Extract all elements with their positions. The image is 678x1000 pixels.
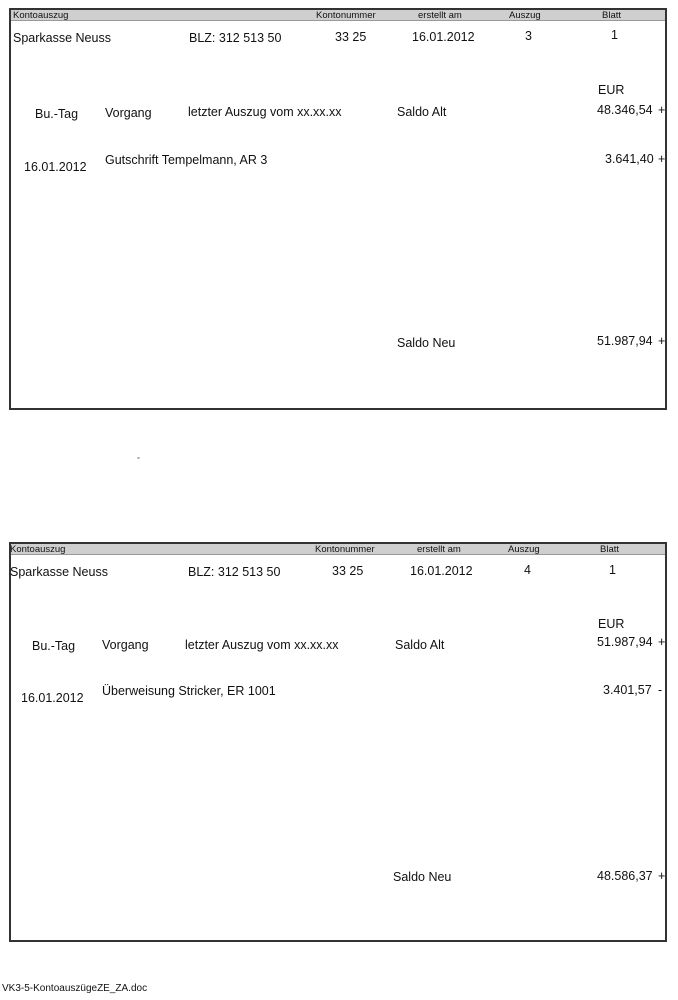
saldo-neu-sign: + xyxy=(658,334,666,348)
statement-date: 16.01.2012 xyxy=(412,30,475,44)
saldo-neu-label: Saldo Neu xyxy=(397,336,456,350)
erstellt-am-label: erstellt am xyxy=(417,544,461,555)
bank-name: Sparkasse Neuss xyxy=(10,565,108,579)
auszug-label: Auszug xyxy=(508,544,540,555)
saldo-neu-sign: + xyxy=(658,869,666,883)
entry-amount: 3.401,57 xyxy=(603,683,652,697)
entry-description: Überweisung Stricker, ER 1001 xyxy=(102,684,276,698)
kontonummer-label: Kontonummer xyxy=(315,544,375,555)
saldo-alt-sign: + xyxy=(658,635,666,649)
previous-statement: letzter Auszug vom xx.xx.xx xyxy=(188,105,342,119)
erstellt-am-label: erstellt am xyxy=(418,10,462,21)
blz: BLZ: 312 513 50 xyxy=(188,565,281,579)
entry-sign: + xyxy=(658,152,666,166)
currency-label: EUR xyxy=(598,83,625,97)
statement-date: 16.01.2012 xyxy=(410,564,473,578)
saldo-alt-label: Saldo Alt xyxy=(395,638,445,652)
saldo-alt-label: Saldo Alt xyxy=(397,105,447,119)
entry-date: 16.01.2012 xyxy=(24,160,87,174)
saldo-neu-label: Saldo Neu xyxy=(393,870,452,884)
kontoauszug-label: Kontoauszug xyxy=(13,10,69,21)
column-bu-tag: Bu.-Tag xyxy=(32,639,76,653)
entry-date: 16.01.2012 xyxy=(21,691,84,705)
previous-statement: letzter Auszug vom xx.xx.xx xyxy=(185,638,339,652)
column-bu-tag: Bu.-Tag xyxy=(35,107,79,121)
blz: BLZ: 312 513 50 xyxy=(189,31,282,45)
column-vorgang: Vorgang xyxy=(102,638,149,652)
kontonummer-label: Kontonummer xyxy=(316,10,376,21)
column-vorgang: Vorgang xyxy=(105,106,152,120)
scan-speck xyxy=(137,457,140,459)
bank-name: Sparkasse Neuss xyxy=(13,31,111,45)
bank-statement-4 xyxy=(9,542,667,942)
entry-description: Gutschrift Tempelmann, AR 3 xyxy=(105,153,268,167)
saldo-alt-amount: 51.987,94 xyxy=(597,635,653,649)
currency-label: EUR xyxy=(598,617,625,631)
entry-amount: 3.641,40 xyxy=(605,152,654,166)
blatt-label: Blatt xyxy=(600,544,620,555)
saldo-alt-sign: + xyxy=(658,103,666,117)
saldo-alt-amount: 48.346,54 xyxy=(597,103,653,117)
sheet-number: 1 xyxy=(611,28,618,42)
kontoauszug-label: Kontoauszug xyxy=(10,544,66,555)
document-filename: VK3-5-KontoauszügeZE_ZA.doc xyxy=(2,983,148,994)
saldo-neu-amount: 48.586,37 xyxy=(597,869,653,883)
sheet-number: 1 xyxy=(609,563,616,577)
auszug-label: Auszug xyxy=(509,10,541,21)
saldo-neu-amount: 51.987,94 xyxy=(597,334,653,348)
statement-number: 4 xyxy=(524,563,531,577)
account-number: 33 25 xyxy=(335,30,367,44)
blatt-label: Blatt xyxy=(602,10,622,21)
statement-number: 3 xyxy=(525,29,532,43)
bank-statement-3 xyxy=(9,8,667,410)
account-number: 33 25 xyxy=(332,564,364,578)
entry-sign: - xyxy=(658,683,663,697)
